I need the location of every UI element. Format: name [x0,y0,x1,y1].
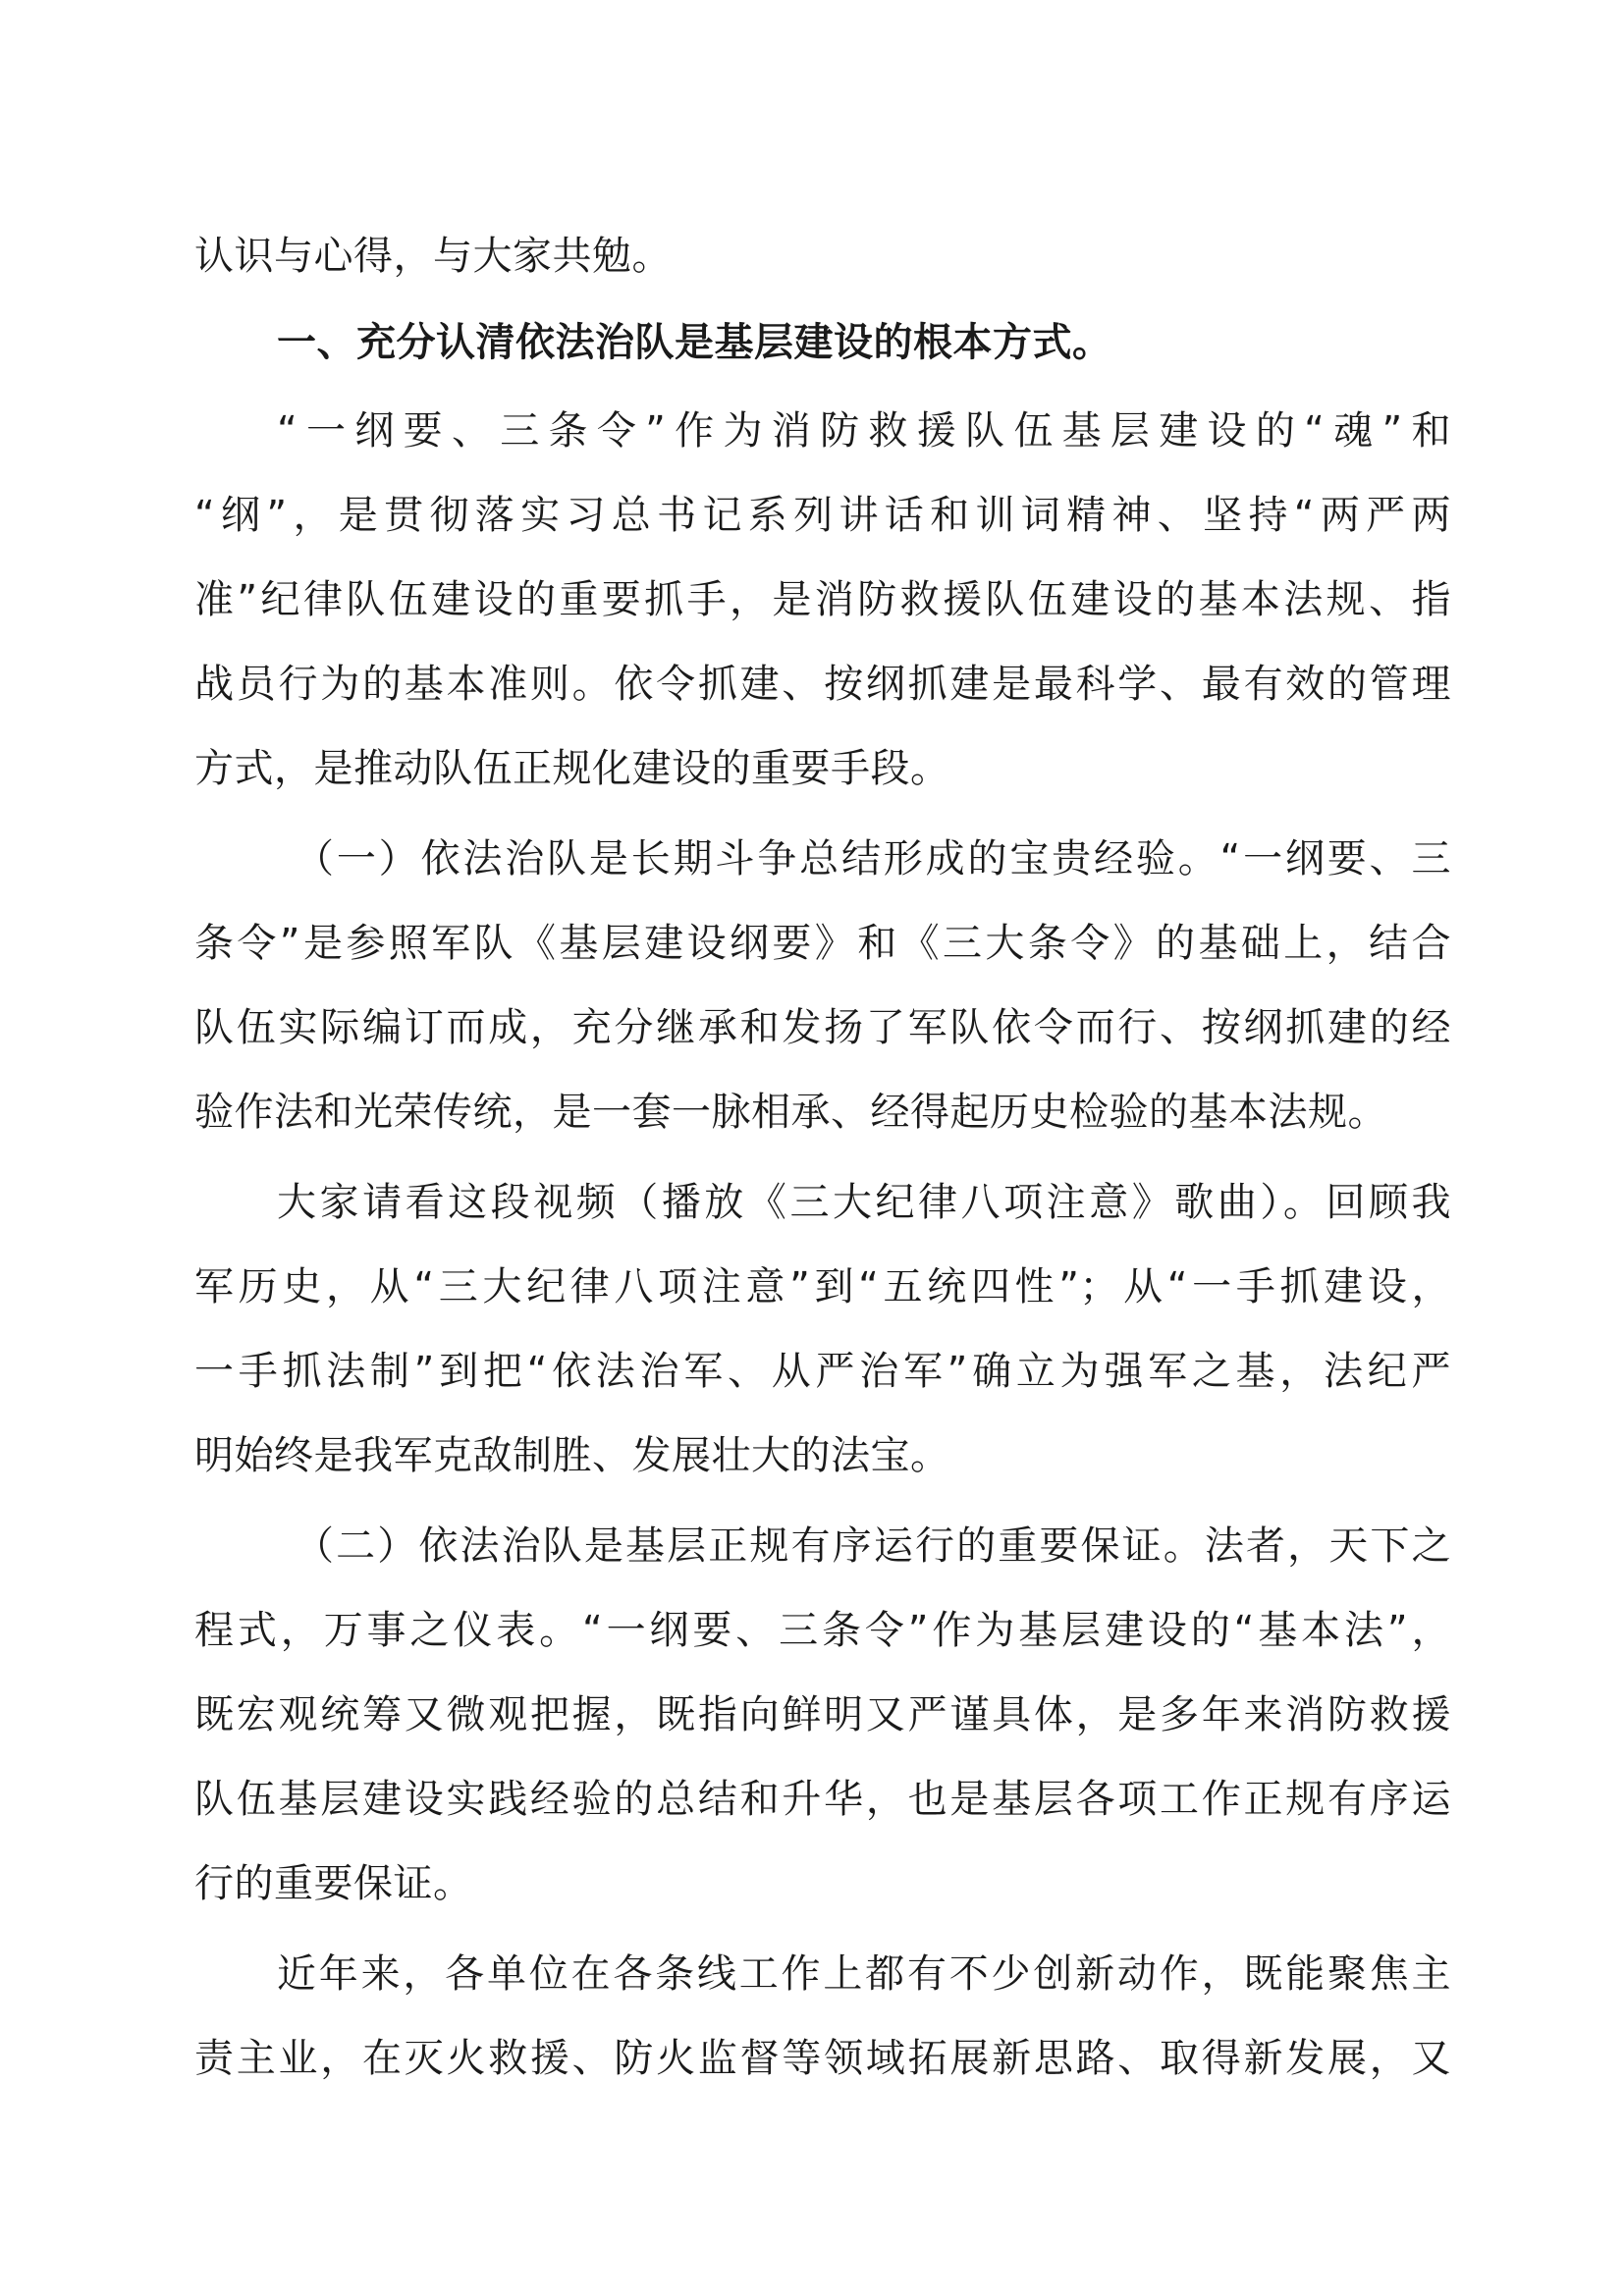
paragraph-line: 方式，是推动队伍正规化建设的重要手段。 [194,746,950,791]
paragraph-line: 准”纪律队伍建设的重要抓手，是消防救援队伍建设的基本法规、指 [194,577,1451,622]
paragraph-line: “一纲要、三条令”作为消防救援队伍基层建设的“魂”和 [277,408,1451,454]
paragraph-line: 队伍基层建设实践经验的总结和升华，也是基层各项工作正规有序运 [194,1777,1451,1822]
paragraph-line: 既宏观统筹又微观把握，既指向鲜明又严谨具体，是多年来消防救援 [194,1692,1451,1737]
paragraph-line: 行的重要保证。 [194,1861,473,1906]
paragraph-line: 明始终是我军克敌制胜、发展壮大的法宝。 [194,1433,950,1478]
paragraph-line: “纲”，是贯彻落实习总书记系列讲话和训词精神、坚持“两严两 [194,493,1451,538]
paragraph-line: 条令”是参照军队《基层建设纲要》和《三大条令》的基础上，结合 [194,921,1451,966]
paragraph-line: 大家请看这段视频（播放《三大纪律八项注意》歌曲）。回顾我 [277,1180,1451,1225]
paragraph-line: 队伍实际编订而成，充分继承和发扬了军队依令而行、按纲抓建的经 [194,1005,1451,1050]
subsection-line: （二）依法治队是基层正规有序运行的重要保证。法者，天下之 [295,1523,1451,1569]
paragraph-line: 认识与心得，与大家共勉。 [194,234,672,279]
subsection-line: （一）依法治队是长期斗争总结形成的宝贵经验。“一纲要、三 [295,836,1451,881]
paragraph-line: 战员行为的基本准则。依令抓建、按纲抓建是最科学、最有效的管理 [194,662,1451,707]
paragraph-line: 近年来，各单位在各条线工作上都有不少创新动作，既能聚焦主 [277,1951,1451,1997]
section-heading: 一、充分认清依法治队是基层建设的根本方式。 [277,320,1112,365]
paragraph-line: 验作法和光荣传统，是一套一脉相承、经得起历史检验的基本法规。 [194,1090,1387,1135]
paragraph-line: 一手抓法制”到把“依法治军、从严治军”确立为强军之基，法纪严 [194,1349,1451,1394]
paragraph-line: 责主业，在灭火救援、防火监督等领域拓展新思路、取得新发展，又 [194,2036,1451,2081]
paragraph-line: 军历史，从“三大纪律八项注意”到“五统四性”；从“一手抓建设， [194,1264,1451,1309]
paragraph-line: 程式，万事之仪表。“一纲要、三条令”作为基层建设的“基本法”， [194,1608,1451,1653]
